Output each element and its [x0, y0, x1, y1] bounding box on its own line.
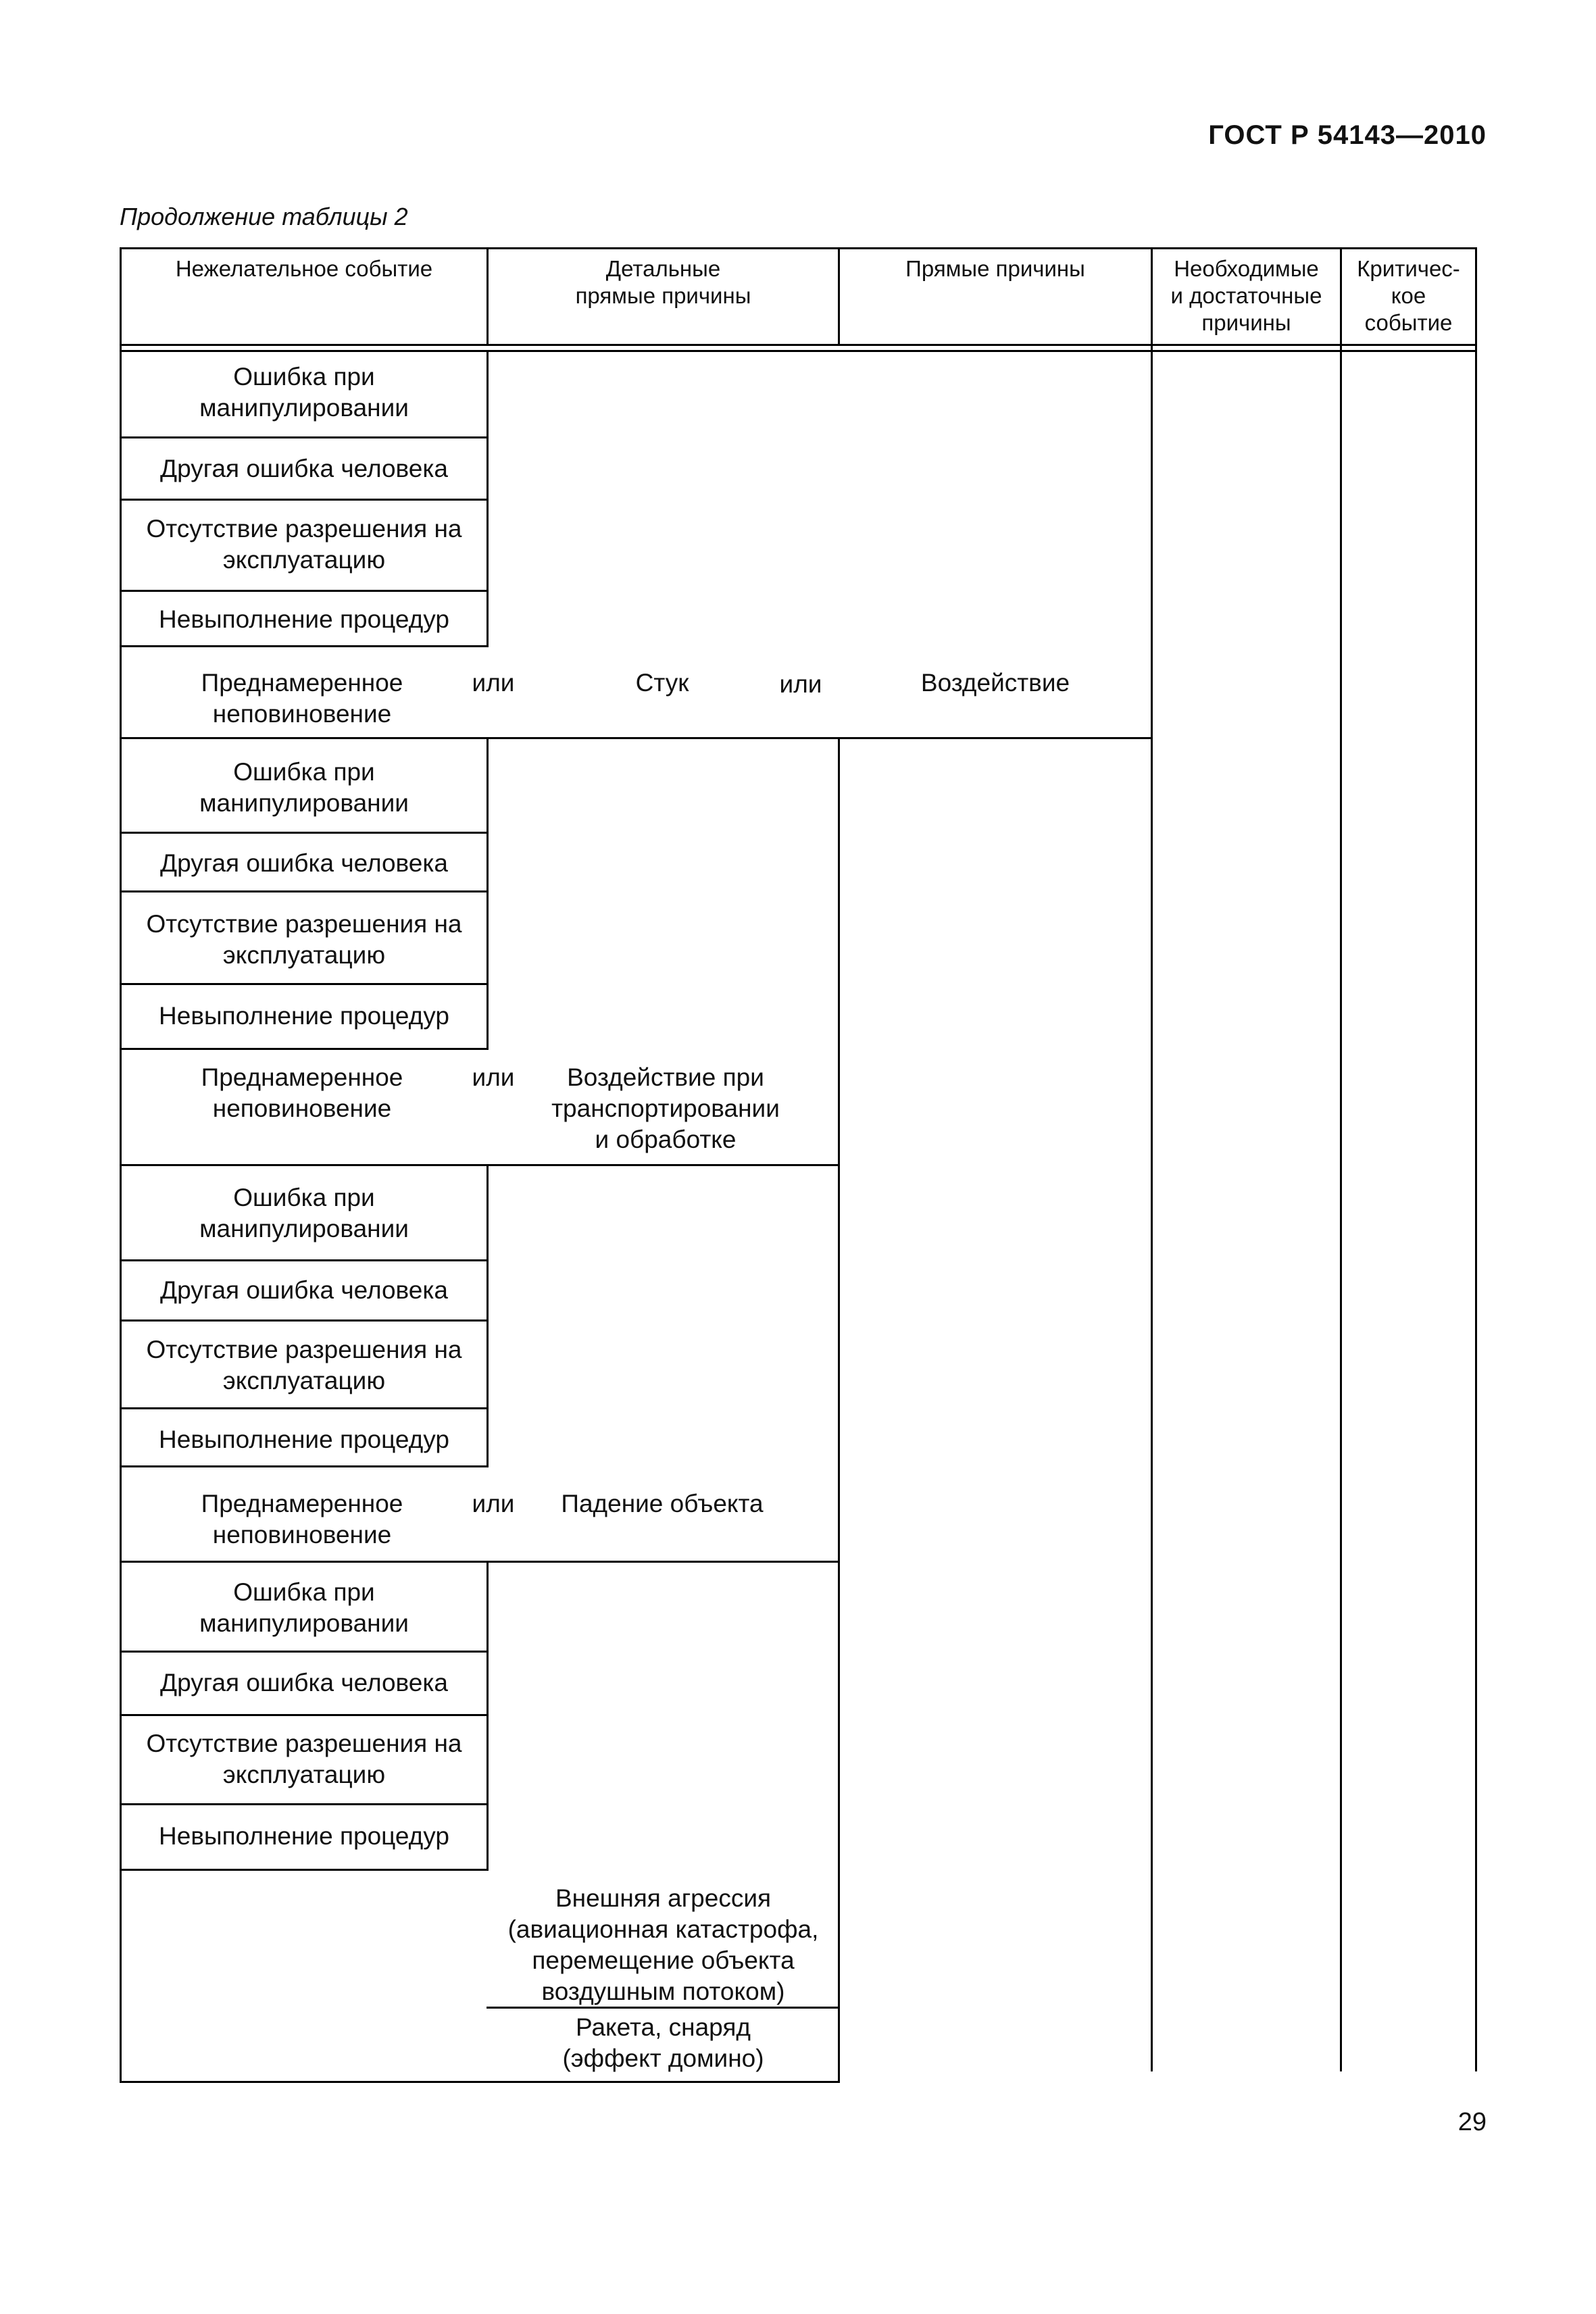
- cell-procedure-failure: [122, 1001, 487, 1032]
- header-line: прямые причины: [575, 283, 751, 308]
- cell-no-permit: [122, 1334, 487, 1397]
- cell-missile: [489, 2012, 838, 2074]
- cell-line: эксплуатацию: [222, 1761, 386, 1788]
- cell-procedure-failure: [122, 1821, 487, 1852]
- cell-detailed-cause: Стук: [635, 669, 689, 697]
- cell-line: Невыполнение процедур: [159, 1822, 449, 1850]
- row-line: [120, 1714, 489, 1716]
- cell-line: манипулировании: [199, 789, 409, 817]
- header-line: Необходимые: [1174, 256, 1319, 281]
- or-label: или: [472, 1063, 515, 1091]
- standard-number: ГОСТ Р 54143—2010: [1208, 120, 1487, 150]
- row-line: [120, 1048, 489, 1050]
- cell-line: неповиновение: [212, 700, 392, 728]
- row-line: [120, 890, 489, 892]
- cell-line: Ракета, снаряд: [576, 2013, 751, 2041]
- or-label: или: [472, 669, 515, 697]
- cell-line: Ошибка при: [233, 758, 375, 786]
- header-bottom-line: [120, 344, 1477, 346]
- col-header-direct-causes: [840, 255, 1151, 282]
- col-sep-1-g2: [487, 737, 489, 1050]
- cell-line: эксплуатацию: [222, 941, 386, 969]
- cell-line: Невыполнение процедур: [159, 1426, 449, 1453]
- row-line: [120, 499, 489, 501]
- header-line: и достаточные: [1170, 283, 1322, 308]
- page-number: 29: [1457, 2108, 1487, 2136]
- row-line: [120, 832, 489, 834]
- cell-line: неповиновение: [212, 1095, 392, 1122]
- cell-line: Преднамеренное: [201, 1490, 403, 1517]
- cell-procedure-failure: [122, 604, 487, 635]
- header-line: причины: [1201, 310, 1291, 335]
- cell-line: Другая ошибка человека: [160, 1669, 448, 1696]
- cell-direct-cause: Воздействие: [920, 669, 1070, 697]
- header-line: кое: [1391, 283, 1426, 308]
- cell-line: (эффект домино): [562, 2044, 764, 2072]
- row-line: [120, 436, 489, 438]
- cell-line: Отсутствие разрешения на: [146, 910, 462, 938]
- cell-line: эксплуатацию: [222, 1367, 386, 1394]
- cell-no-permit: [122, 909, 487, 971]
- col-header-undesired-event: [122, 255, 487, 282]
- col-sep-4: [1340, 247, 1342, 2071]
- row-line: [120, 1407, 489, 1409]
- cell-line: Отсутствие разрешения на: [146, 1730, 462, 1757]
- cell-line: Ошибка при: [233, 1184, 375, 1211]
- row-line: [120, 983, 489, 985]
- cell-line: неповиновение: [212, 1521, 392, 1549]
- cell-line: Невыполнение процедур: [159, 605, 449, 633]
- cell-line: Воздействие при: [567, 1063, 764, 1091]
- cell-line: манипулировании: [199, 1215, 409, 1242]
- row-line: [120, 645, 489, 647]
- cell-deliberate: [150, 1488, 454, 1551]
- cell-no-permit: [122, 513, 487, 576]
- cell-line: Отсутствие разрешения на: [146, 1336, 462, 1363]
- cell-line: транспортировании: [551, 1095, 780, 1122]
- row-line: [120, 1164, 840, 1166]
- cell-other-human-error: [122, 1275, 487, 1306]
- cell-line: манипулировании: [199, 394, 409, 422]
- col-header-detailed-causes: [489, 255, 838, 309]
- cell-detailed-cause: Падение объекта: [561, 1490, 764, 1517]
- header-line: Критичес-: [1357, 256, 1460, 281]
- cell-line: эксплуатацию: [222, 546, 386, 574]
- cell-line: Отсутствие разрешения на: [146, 515, 462, 543]
- header-line: Нежелательное событие: [175, 256, 433, 281]
- table-caption: Продолжение таблицы 2: [120, 203, 408, 230]
- cell-line: Преднамеренное: [201, 669, 403, 697]
- cell-line: Невыполнение процедур: [159, 1002, 449, 1030]
- row-line: [120, 1465, 489, 1467]
- table-bottom-border: [120, 2081, 840, 2083]
- or-label: или: [779, 670, 822, 698]
- cell-line: Ошибка при: [233, 1578, 375, 1606]
- col-header-critical-event: [1342, 255, 1475, 336]
- row-line: [120, 1259, 489, 1261]
- cell-handling-error: [122, 1182, 487, 1244]
- cell-line: (авиационная катастрофа,: [507, 1915, 819, 1943]
- cell-other-human-error: [122, 848, 487, 879]
- cell-external-aggression: [489, 1883, 838, 2007]
- header-line: Детальные: [605, 256, 721, 281]
- cell-line: Преднамеренное: [201, 1063, 403, 1091]
- cell-handling-error: [122, 361, 487, 424]
- cell-deliberate: [150, 668, 454, 730]
- cell-no-permit: [122, 1728, 487, 1790]
- cell-line: Другая ошибка человека: [160, 455, 448, 482]
- table-right-border: [1475, 247, 1477, 2071]
- row-line: [120, 1319, 489, 1322]
- cell-detailed-cause: [527, 1062, 804, 1155]
- cell-line: и обработке: [595, 1126, 737, 1153]
- cell-handling-error: [122, 757, 487, 819]
- cell-line: воздушным потоком): [541, 1978, 785, 2005]
- cell-handling-error: [122, 1577, 487, 1639]
- cell-line: Внешняя агрессия: [555, 1884, 772, 1912]
- row-line: [120, 1869, 489, 1871]
- cell-procedure-failure: [122, 1424, 487, 1455]
- row-line: [120, 1803, 489, 1805]
- row-line: [120, 1651, 489, 1653]
- table-top-border: [120, 247, 1477, 249]
- cell-line: Другая ошибка человека: [160, 1276, 448, 1304]
- cell-other-human-error: [122, 453, 487, 484]
- cell-line: Другая ошибка человека: [160, 849, 448, 877]
- row-line: [120, 737, 1153, 739]
- header-double-line: [120, 350, 1477, 352]
- cell-deliberate: [150, 1062, 454, 1124]
- col-header-necessary-sufficient: [1153, 255, 1340, 336]
- col-sep-2-body: [838, 737, 840, 2083]
- row-line: [120, 590, 489, 592]
- col-sep-1-g3: [487, 1164, 489, 1466]
- col-sep-3: [1151, 247, 1153, 2071]
- header-line: событие: [1364, 310, 1453, 335]
- row-line: [120, 1561, 840, 1563]
- cell-line: манипулировании: [199, 1609, 409, 1637]
- cell-line: перемещение объекта: [532, 1946, 795, 1974]
- or-label: или: [472, 1490, 515, 1517]
- header-line: Прямые причины: [905, 256, 1085, 281]
- cell-other-human-error: [122, 1667, 487, 1699]
- cell-line: Ошибка при: [233, 363, 375, 391]
